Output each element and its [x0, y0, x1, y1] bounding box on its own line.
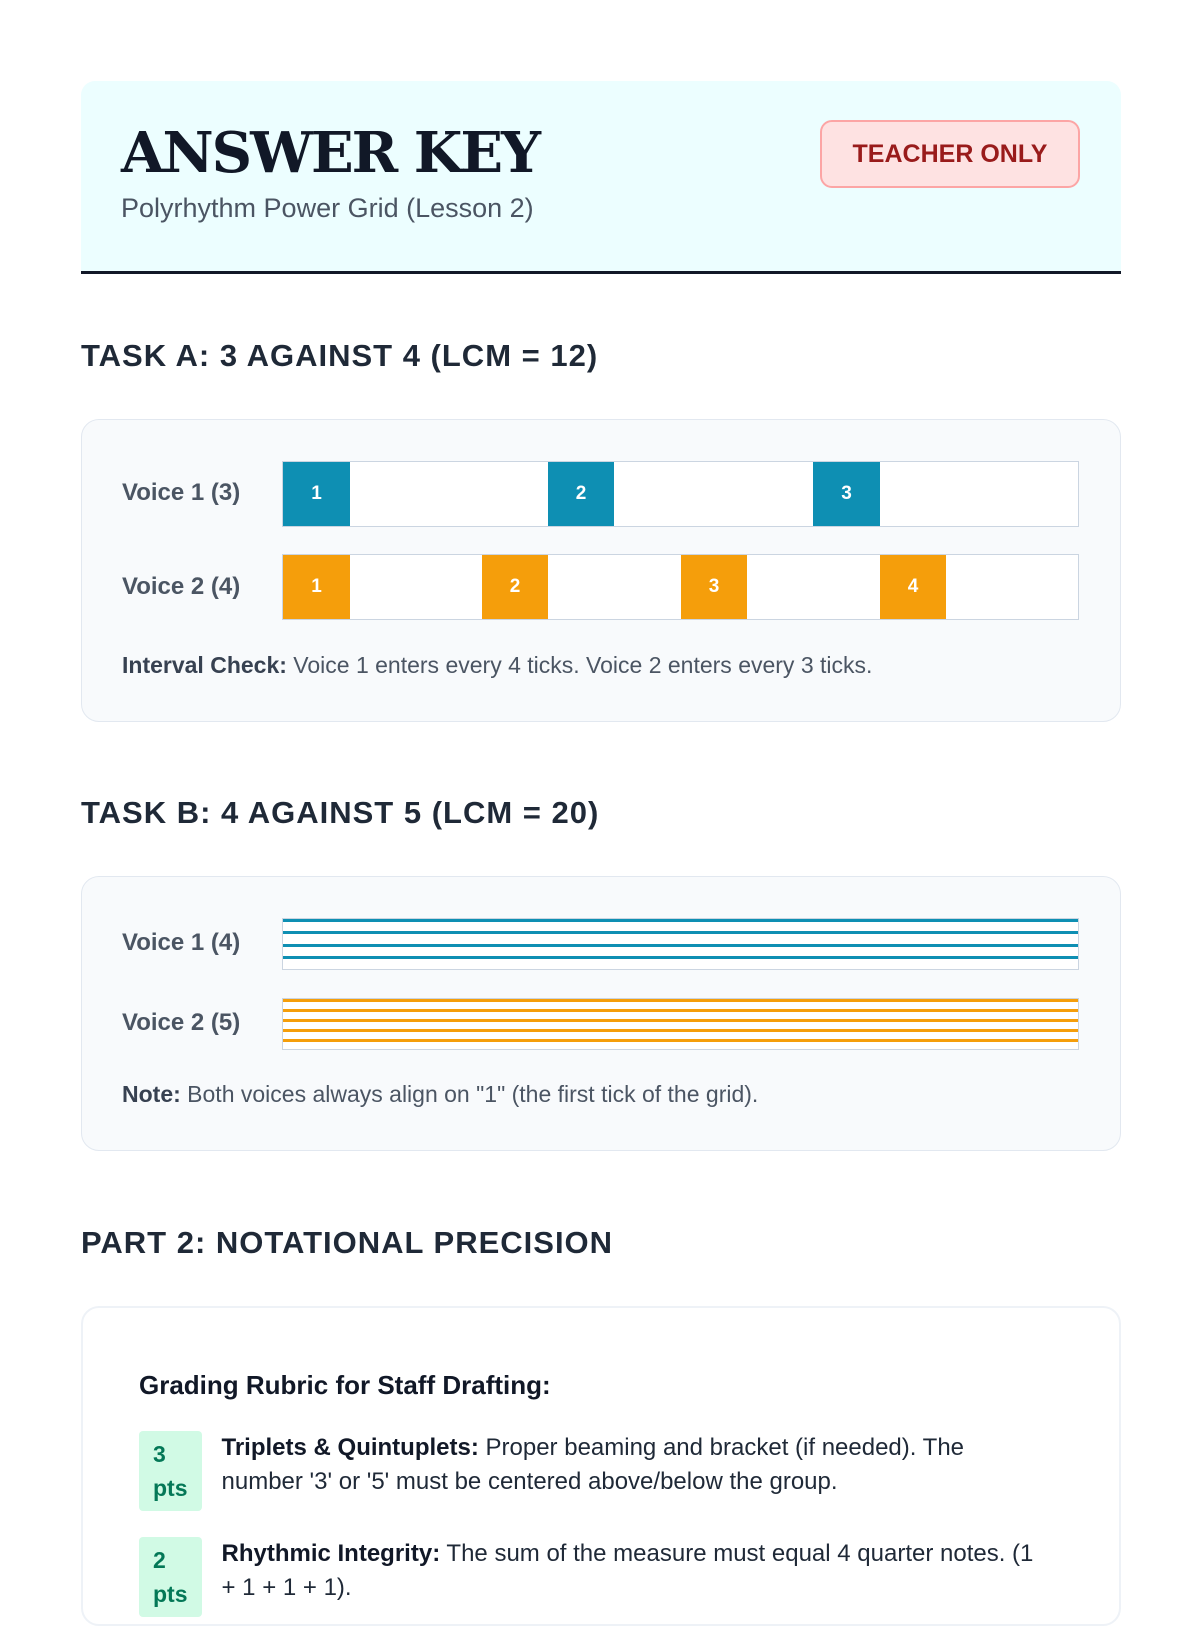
rubric-item	[139, 1537, 1059, 1617]
voice2-beat: 1	[283, 555, 350, 619]
task-b-voice1-label: Voice 1 (4)	[122, 929, 241, 956]
voice1-line	[283, 931, 1078, 934]
task-a-voice2-label: Voice 2 (4)	[122, 573, 241, 600]
header	[81, 81, 1121, 274]
note-label: Note:	[122, 1081, 181, 1107]
voice1-beat: 1	[283, 462, 350, 526]
voice1-beat: 2	[548, 462, 614, 526]
points-value: 3	[153, 1441, 166, 1467]
teacher-only-badge: TEACHER ONLY	[820, 120, 1080, 188]
interval-check-text: Voice 1 enters every 4 ticks. Voice 2 enters every 3 ticks.	[293, 652, 873, 678]
voice2-line	[283, 1009, 1078, 1012]
voice2-beat: 2	[482, 555, 548, 619]
rubric-title: Grading Rubric for Staff Drafting:	[139, 1370, 551, 1400]
voice1-beat: 3	[813, 462, 880, 526]
rubric-item-text	[222, 1537, 1052, 1617]
rubric-item-description: The sum of the measure must equal 4 quarter notes. (1 + 1 + 1 + 1).	[221, 1540, 1034, 1601]
task-b-note	[122, 1083, 758, 1106]
task-b-voice1-track	[282, 918, 1079, 970]
rubric-item-label: Triplets & Quintuplets:	[221, 1434, 479, 1461]
points-value: 2	[153, 1547, 166, 1573]
voice1-line	[283, 944, 1078, 947]
rubric-item	[139, 1431, 1019, 1511]
points-unit: pts	[153, 1475, 188, 1501]
points-badge	[139, 1431, 202, 1511]
task-b-panel	[81, 876, 1121, 1151]
rubric-item-label: Rhythmic Integrity:	[221, 1540, 441, 1567]
voice2-beat: 3	[681, 555, 747, 619]
voice1-line	[283, 956, 1078, 959]
task-a-heading: TASK A: 3 AGAINST 4 (LCM = 12)	[81, 338, 599, 373]
note-text: Both voices always align on "1" (the first tick of the grid).	[187, 1081, 759, 1107]
page-subtitle: Polyrhythm Power Grid (Lesson 2)	[121, 193, 534, 223]
task-b-voice2-label: Voice 2 (5)	[122, 1009, 241, 1036]
rubric-item-text	[222, 1431, 1002, 1511]
task-a-interval-note	[122, 654, 872, 677]
voice1-line	[283, 919, 1078, 922]
voice2-line	[283, 1019, 1078, 1022]
voice2-line	[283, 1039, 1078, 1042]
task-a-panel	[81, 419, 1121, 722]
page-title: ANSWER KEY	[121, 120, 540, 186]
interval-check-label: Interval Check:	[122, 652, 287, 678]
points-unit: pts	[153, 1581, 188, 1607]
task-a-voice1-label: Voice 1 (3)	[122, 479, 241, 506]
task-b-heading: TASK B: 4 AGAINST 5 (LCM = 20)	[81, 795, 600, 830]
rubric-item-description: Proper beaming and bracket (if needed). The number '3' or '5' must be centered above/below the group.	[221, 1434, 965, 1495]
task-b-voice2-track	[282, 998, 1079, 1050]
voice2-beat: 4	[880, 555, 946, 619]
points-badge	[139, 1537, 202, 1617]
task-a-voice1-track	[282, 461, 1079, 527]
voice2-line	[283, 1029, 1078, 1032]
task-a-voice2-track	[282, 554, 1079, 620]
grading-rubric-card	[81, 1306, 1121, 1626]
voice2-line	[283, 999, 1078, 1002]
part2-heading: PART 2: NOTATIONAL PRECISION	[81, 1225, 614, 1260]
